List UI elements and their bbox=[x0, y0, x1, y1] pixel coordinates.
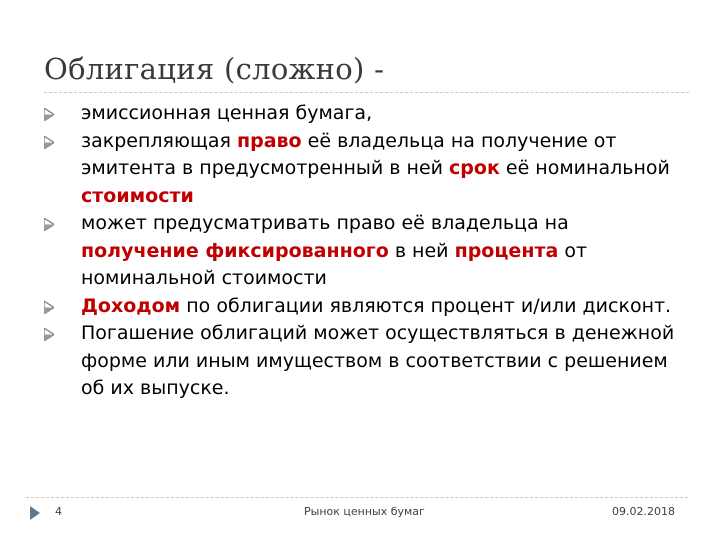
bullet-text-segment: в ней bbox=[388, 239, 455, 262]
bullet-text-segment: по облигации являются процент и/или дисконт. bbox=[180, 294, 672, 317]
bullet-item bbox=[44, 128, 684, 211]
footer-title: Рынок ценных бумаг bbox=[304, 505, 425, 518]
bullet-text bbox=[81, 130, 670, 207]
slide-number: 4 bbox=[55, 505, 62, 518]
arrowhead-bullet-icon bbox=[44, 136, 54, 149]
footer-divider bbox=[26, 497, 688, 498]
bullet-text bbox=[81, 212, 587, 289]
emphasized-term: стоимости bbox=[81, 184, 194, 207]
bullet-text-segment: её владельца на получение от эмитента в предусмотренный в ней bbox=[81, 129, 617, 179]
emphasized-term: срок bbox=[449, 157, 500, 179]
slide-title: Облигация (сложно) - bbox=[44, 52, 385, 86]
title-divider bbox=[44, 92, 689, 93]
bullet-text-segment: может предусматривать право её владельца на bbox=[81, 212, 569, 234]
bullet-text-segment: от номинальной стоимости bbox=[81, 239, 588, 289]
emphasized-term: право bbox=[236, 129, 302, 152]
bullet-item bbox=[44, 210, 684, 293]
bullet-text-segment: эмиссионная ценная бумага, bbox=[81, 102, 373, 124]
bullet-text-segment: закрепляющая bbox=[81, 129, 237, 152]
bullet-item bbox=[44, 320, 684, 403]
bullet-text-segment: её номинальной bbox=[499, 157, 670, 179]
arrowhead-bullet-icon bbox=[44, 108, 54, 121]
bullet-text bbox=[81, 322, 674, 399]
bullet-list bbox=[44, 100, 684, 403]
arrowhead-bullet-icon bbox=[44, 301, 54, 314]
bullet-item bbox=[44, 100, 684, 128]
bullet-item bbox=[44, 293, 684, 321]
emphasized-term: Доходом bbox=[81, 294, 181, 317]
triangle-marker-icon bbox=[30, 506, 40, 520]
bullet-text bbox=[81, 102, 372, 124]
arrowhead-bullet-icon bbox=[44, 218, 54, 231]
footer-date: 09.02.2018 bbox=[612, 505, 675, 518]
emphasized-term: процента bbox=[454, 239, 559, 262]
arrowhead-bullet-icon bbox=[44, 328, 54, 341]
emphasized-term: получение фиксированного bbox=[81, 239, 389, 262]
bullet-text bbox=[81, 295, 671, 317]
bullet-text-segment: Погашение облигаций может осуществляться в денежной форме или иным имуществом в соответствии с решением об их выпуске. bbox=[81, 322, 675, 399]
